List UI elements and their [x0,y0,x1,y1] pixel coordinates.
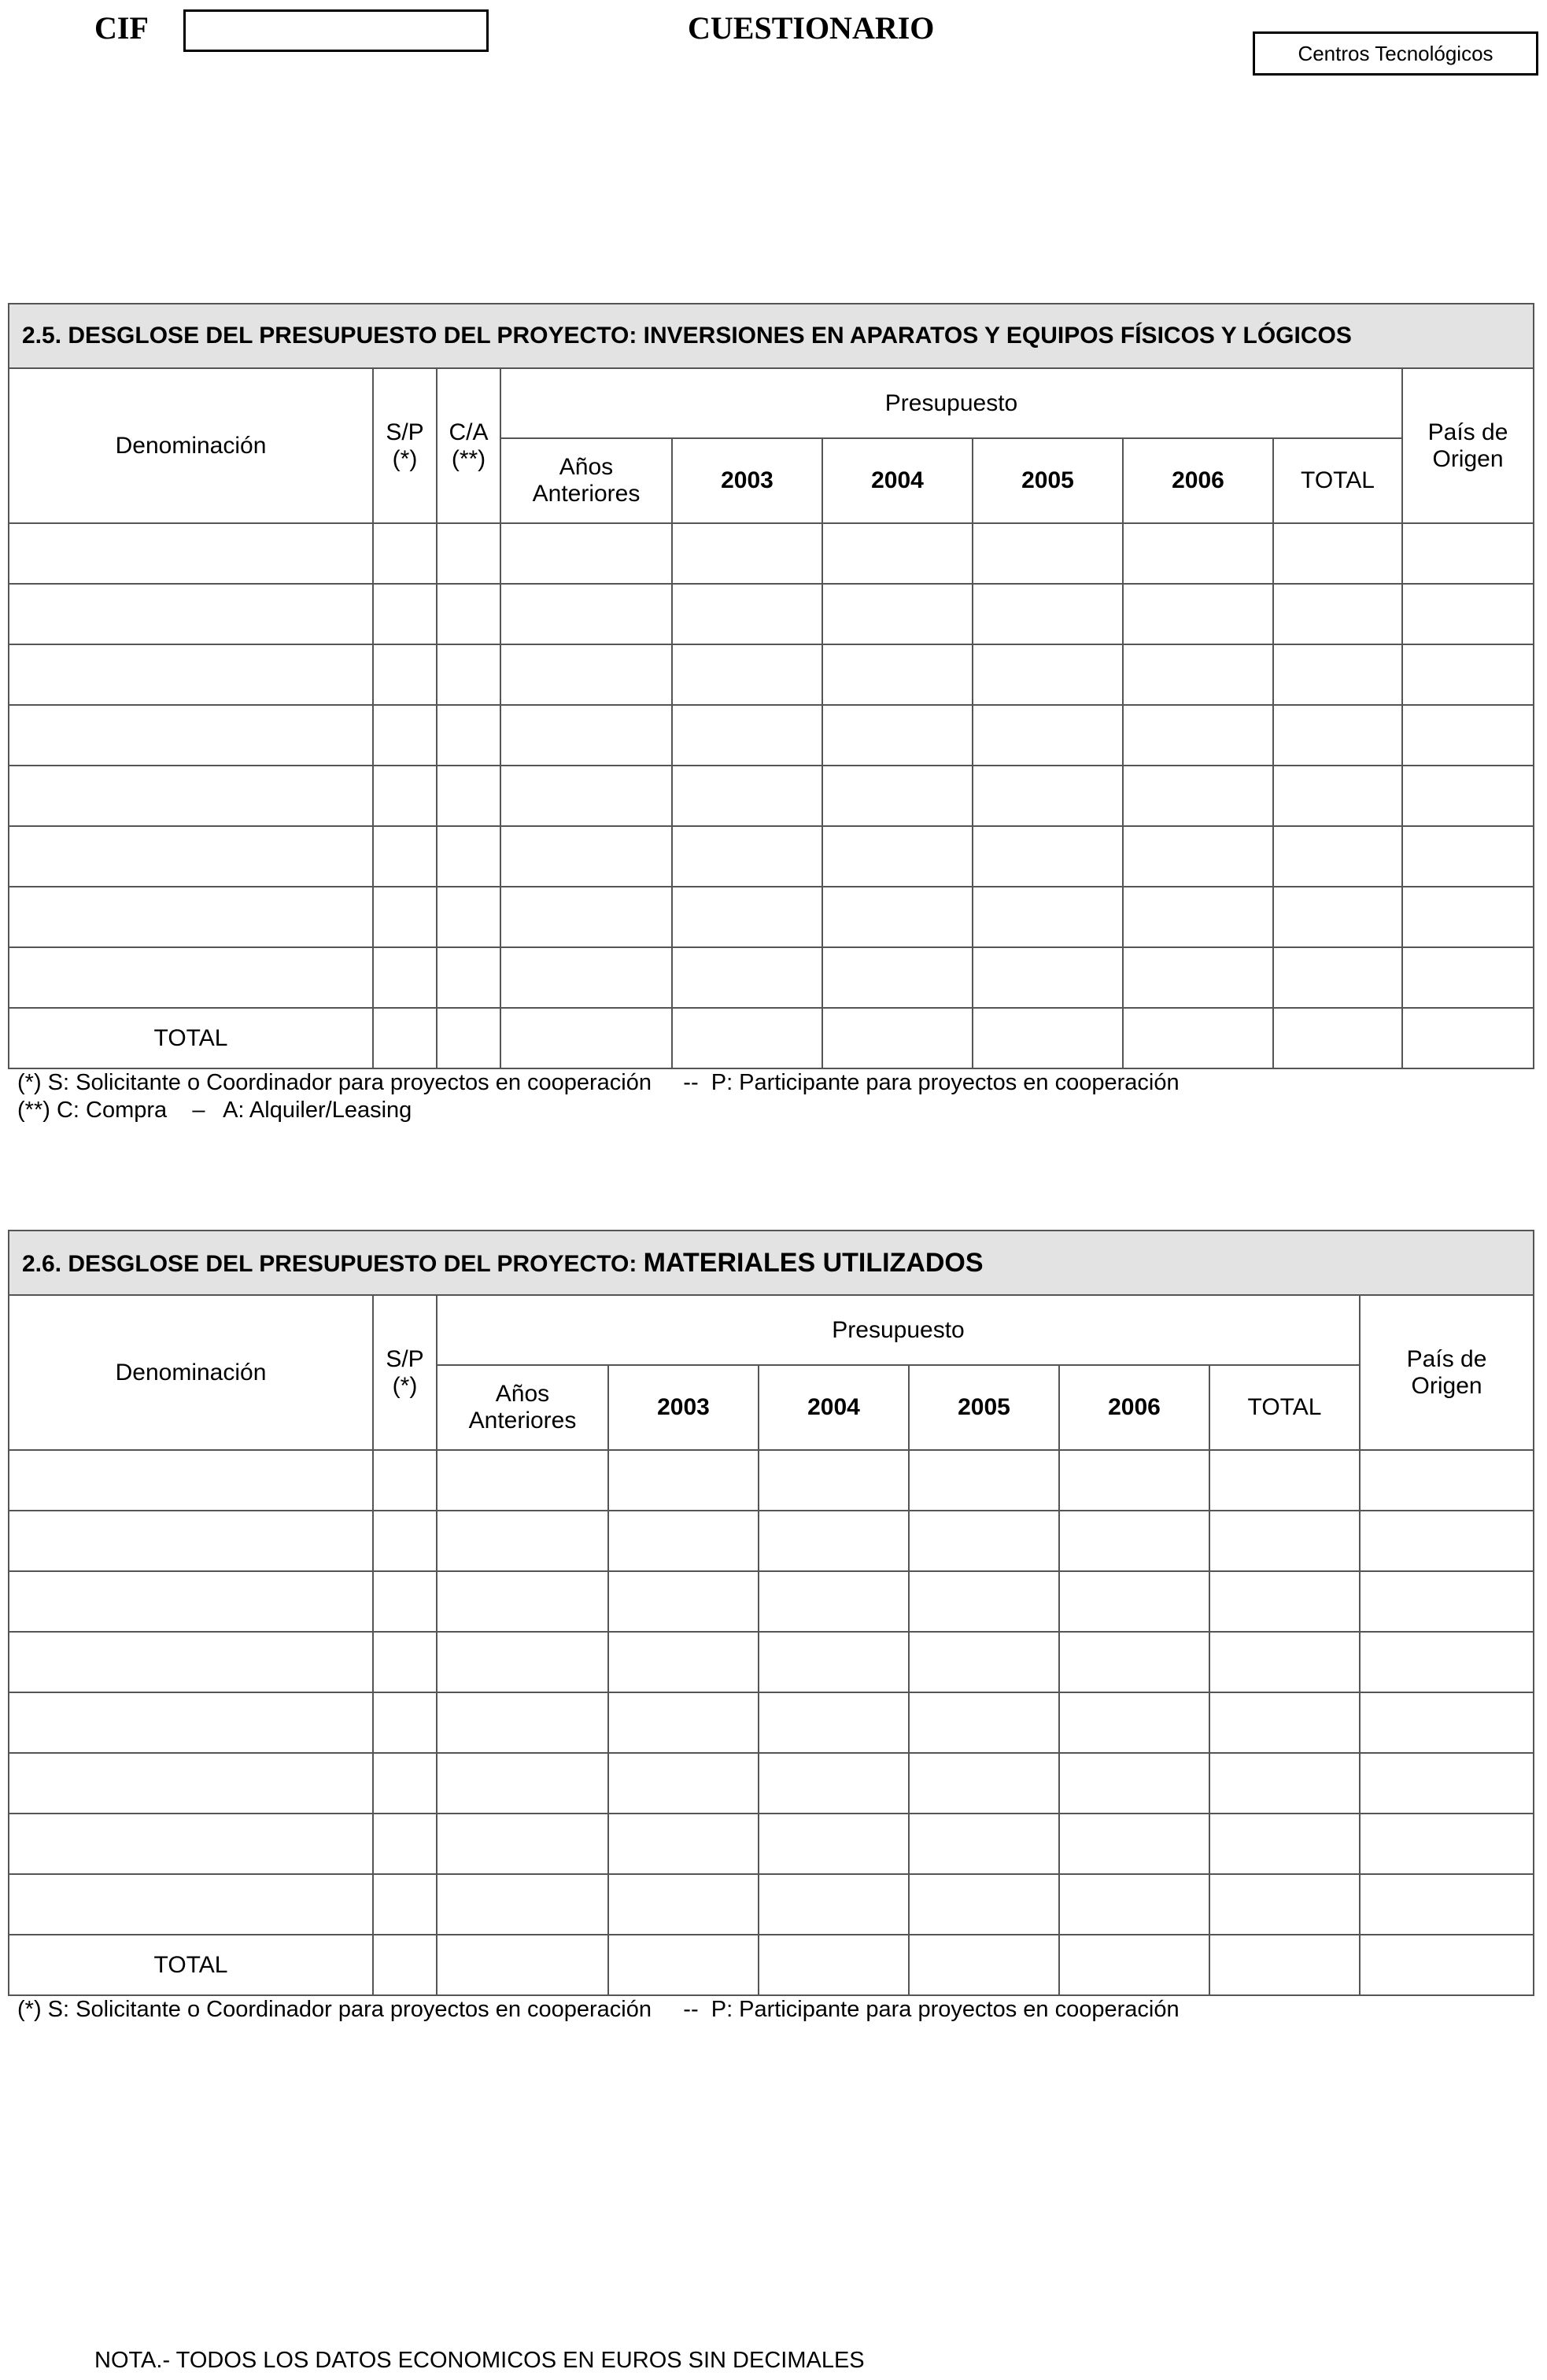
entry-cell[interactable] [1059,1511,1209,1571]
entry-cell[interactable] [1123,584,1273,644]
total-cell[interactable] [909,1935,1059,1995]
entry-cell[interactable] [672,584,822,644]
entry-cell[interactable] [1123,705,1273,766]
entry-cell[interactable] [759,1814,909,1874]
entry-cell[interactable] [1360,1753,1534,1814]
entry-cell[interactable] [500,766,672,826]
entry-cell[interactable] [373,1450,437,1511]
entry-cell[interactable] [1059,1814,1209,1874]
entry-cell[interactable] [973,887,1123,947]
entry-cell[interactable] [909,1874,1059,1935]
entry-cell[interactable] [909,1692,1059,1753]
entry-cell[interactable] [973,705,1123,766]
entry-cell[interactable] [973,644,1123,705]
entry-cell[interactable] [608,1632,759,1692]
total-cell[interactable] [973,1008,1123,1068]
total-cell[interactable] [822,1008,973,1068]
entry-cell[interactable] [973,826,1123,887]
entry-cell[interactable] [1273,826,1402,887]
entry-cell[interactable] [759,1450,909,1511]
entry-cell[interactable] [1123,523,1273,584]
entry-cell[interactable] [437,523,500,584]
entry-cell[interactable] [1123,826,1273,887]
entry-cell[interactable] [1209,1511,1360,1571]
entry-cell[interactable] [759,1874,909,1935]
total-cell[interactable] [437,1008,500,1068]
entry-cell[interactable] [973,947,1123,1008]
table-row [9,644,1534,705]
entry-cell[interactable] [1273,584,1402,644]
entry-cell[interactable] [909,1753,1059,1814]
entry-cell[interactable] [373,584,437,644]
entry-cell[interactable] [973,523,1123,584]
entry-cell[interactable] [373,1814,437,1874]
entry-cell[interactable] [1059,1692,1209,1753]
entry-cell[interactable] [1360,1450,1534,1511]
entry-cell[interactable] [9,766,373,826]
entry-cell[interactable] [500,584,672,644]
centros-tecnologicos-badge: Centros Tecnológicos [1253,31,1538,76]
entry-cell[interactable] [500,887,672,947]
entry-cell[interactable] [759,1753,909,1814]
entry-cell[interactable] [373,887,437,947]
entry-cell[interactable] [1059,1753,1209,1814]
entry-cell[interactable] [1402,644,1534,705]
entry-cell[interactable] [9,1450,373,1511]
table-row [9,826,1534,887]
entry-cell[interactable] [822,766,973,826]
entry-cell[interactable] [672,887,822,947]
entry-cell[interactable] [1209,1753,1360,1814]
entry-cell[interactable] [1209,1450,1360,1511]
entry-cell[interactable] [437,584,500,644]
entry-cell[interactable] [672,826,822,887]
total-cell[interactable] [373,1935,437,1995]
header-denominacion: Denominación [9,368,373,523]
entry-cell[interactable] [822,705,973,766]
entry-cell[interactable] [608,1571,759,1632]
entry-cell[interactable] [822,523,973,584]
header-total: TOTAL [1273,438,1402,523]
entry-cell[interactable] [437,1571,608,1632]
page-title: CUESTIONARIO [688,10,935,46]
entry-cell[interactable] [759,1571,909,1632]
entry-cell[interactable] [1209,1632,1360,1692]
entry-cell[interactable] [1059,1632,1209,1692]
header-2004: 2004 [822,438,973,523]
entry-cell[interactable] [437,1450,608,1511]
entry-cell[interactable] [437,644,500,705]
entry-cell[interactable] [822,584,973,644]
table-row [9,1814,1534,1874]
total-cell[interactable] [437,1935,608,1995]
entry-cell[interactable] [9,705,373,766]
entry-cell[interactable] [9,826,373,887]
total-cell[interactable] [759,1935,909,1995]
header-sp: S/P (*) [373,1295,437,1450]
entry-cell[interactable] [909,1511,1059,1571]
table-row [9,1692,1534,1753]
section-title-2-6: 2.6. DESGLOSE DEL PRESUPUESTO DEL PROYECTO: MATERIALES UTILIZADOS [9,1231,1534,1295]
table-row [9,1511,1534,1571]
entry-cell[interactable] [608,1511,759,1571]
entry-cell[interactable] [1273,644,1402,705]
total-cell[interactable] [672,1008,822,1068]
table-row [9,887,1534,947]
entry-cell[interactable] [500,644,672,705]
entry-cell[interactable] [1402,826,1534,887]
header-presupuesto: Presupuesto [500,368,1402,438]
header-2005: 2005 [973,438,1123,523]
header-2006: 2006 [1123,438,1273,523]
header-anos-anteriores: Años Anteriores [500,438,672,523]
entry-cell[interactable] [1360,1814,1534,1874]
entry-cell[interactable] [9,523,373,584]
entry-cell[interactable] [1360,1874,1534,1935]
entry-cell[interactable] [373,1874,437,1935]
total-cell[interactable] [1402,1008,1534,1068]
entry-cell[interactable] [1059,1874,1209,1935]
entry-cell[interactable] [373,1511,437,1571]
entry-cell[interactable] [1402,584,1534,644]
entry-cell[interactable] [373,766,437,826]
footer-note: NOTA.- TODOS LOS DATOS ECONOMICOS EN EUROS SIN DECIMALES [94,2348,865,2373]
table-row [9,1874,1534,1935]
footnote-sp: (*) S: Solicitante o Coordinador para proyectos en cooperación -- P: Participante para proyectos en cooperación [17,1070,1180,1095]
entry-cell[interactable] [1273,947,1402,1008]
total-cell[interactable] [608,1935,759,1995]
entry-cell[interactable] [1402,523,1534,584]
entry-cell[interactable] [9,1571,373,1632]
entry-cell[interactable] [909,1632,1059,1692]
entry-cell[interactable] [759,1511,909,1571]
table-row [9,947,1534,1008]
table-row [9,766,1534,826]
entry-cell[interactable] [822,887,973,947]
entry-cell[interactable] [1273,523,1402,584]
entry-cell[interactable] [373,523,437,584]
entry-cell[interactable] [1273,887,1402,947]
entry-cell[interactable] [672,705,822,766]
total-cell[interactable] [1123,1008,1273,1068]
entry-cell[interactable] [1059,1571,1209,1632]
entry-cell[interactable] [973,584,1123,644]
entry-cell[interactable] [9,644,373,705]
table-row [9,1450,1534,1511]
entry-cell[interactable] [672,947,822,1008]
entry-cell[interactable] [1273,766,1402,826]
entry-cell[interactable] [1123,644,1273,705]
entry-cell[interactable] [437,947,500,1008]
entry-cell[interactable] [608,1692,759,1753]
entry-cell[interactable] [9,1814,373,1874]
total-cell[interactable] [1209,1935,1360,1995]
header-ca: C/A (**) [437,368,500,523]
entry-cell[interactable] [822,947,973,1008]
entry-cell[interactable] [1123,766,1273,826]
entry-cell[interactable] [437,1814,608,1874]
entry-cell[interactable] [500,523,672,584]
entry-cell[interactable] [759,1692,909,1753]
entry-cell[interactable] [1360,1571,1534,1632]
entry-cell[interactable] [1209,1571,1360,1632]
table-row [9,705,1534,766]
entry-cell[interactable] [909,1450,1059,1511]
entry-cell[interactable] [437,1874,608,1935]
header-2003: 2003 [672,438,822,523]
entry-cell[interactable] [822,644,973,705]
entry-cell[interactable] [437,1753,608,1814]
total-row-label: TOTAL [9,1935,373,1995]
entry-cell[interactable] [373,1632,437,1692]
entry-cell[interactable] [1123,947,1273,1008]
entry-cell[interactable] [437,1692,608,1753]
cif-label: CIF [94,10,149,46]
entry-cell[interactable] [1209,1874,1360,1935]
entry-cell[interactable] [373,826,437,887]
entry-cell[interactable] [500,826,672,887]
total-cell[interactable] [500,1008,672,1068]
header-2003: 2003 [608,1365,759,1450]
entry-cell[interactable] [1209,1692,1360,1753]
entry-cell[interactable] [822,826,973,887]
table-row [9,584,1534,644]
entry-cell[interactable] [1123,887,1273,947]
entry-cell[interactable] [608,1874,759,1935]
footnote-sp-2: (*) S: Solicitante o Coordinador para proyectos en cooperación -- P: Participante para proyectos en cooperación [17,1997,1180,2022]
entry-cell[interactable] [1209,1814,1360,1874]
header-sp: S/P (*) [373,368,437,523]
entry-cell[interactable] [1059,1450,1209,1511]
header-total: TOTAL [1209,1365,1360,1450]
total-cell[interactable] [1360,1935,1534,1995]
entry-cell[interactable] [608,1753,759,1814]
header-anos-anteriores: Años Anteriores [437,1365,608,1450]
entry-cell[interactable] [672,523,822,584]
entry-cell[interactable] [9,1511,373,1571]
investment-budget-table [8,303,1534,1069]
entry-cell[interactable] [437,705,500,766]
entry-cell[interactable] [1402,705,1534,766]
entry-cell[interactable] [373,644,437,705]
header-pais-origen: País de Origen [1360,1295,1534,1450]
section-title-2-5: 2.5. DESGLOSE DEL PRESUPUESTO DEL PROYECTO: INVERSIONES EN APARATOS Y EQUIPOS FÍSICOS Y LÓGICOS [9,304,1534,368]
entry-cell[interactable] [1402,766,1534,826]
entry-cell[interactable] [672,766,822,826]
entry-cell[interactable] [437,1632,608,1692]
entry-cell[interactable] [9,1874,373,1935]
cif-input[interactable] [183,9,489,52]
entry-cell[interactable] [9,947,373,1008]
entry-cell[interactable] [1360,1632,1534,1692]
entry-cell[interactable] [437,1511,608,1571]
entry-cell[interactable] [437,766,500,826]
entry-cell[interactable] [373,1571,437,1632]
entry-cell[interactable] [9,584,373,644]
footnote-ca: (**) C: Compra – A: Alquiler/Leasing [17,1098,412,1123]
entry-cell[interactable] [373,1692,437,1753]
entry-cell[interactable] [1402,947,1534,1008]
entry-cell[interactable] [973,766,1123,826]
header-2004: 2004 [759,1365,909,1450]
entry-cell[interactable] [500,947,672,1008]
header-2006: 2006 [1059,1365,1209,1450]
entry-cell[interactable] [373,705,437,766]
entry-cell[interactable] [437,887,500,947]
entry-cell[interactable] [1360,1511,1534,1571]
header-2005: 2005 [909,1365,1059,1450]
entry-cell[interactable] [9,1692,373,1753]
entry-cell[interactable] [9,1632,373,1692]
entry-cell[interactable] [608,1814,759,1874]
header-pais-origen: País de Origen [1402,368,1534,523]
total-cell[interactable] [373,1008,437,1068]
total-cell[interactable] [1273,1008,1402,1068]
entry-cell[interactable] [9,887,373,947]
entry-cell[interactable] [909,1814,1059,1874]
table-row [9,1753,1534,1814]
materials-budget-table [8,1230,1534,1996]
entry-cell[interactable] [1360,1692,1534,1753]
entry-cell[interactable] [9,1753,373,1814]
entry-cell[interactable] [373,947,437,1008]
total-row-label: TOTAL [9,1008,373,1068]
table-row [9,1632,1534,1692]
entry-cell[interactable] [437,826,500,887]
header-presupuesto: Presupuesto [437,1295,1360,1365]
total-cell[interactable] [1059,1935,1209,1995]
table-row [9,523,1534,584]
entry-cell[interactable] [1402,887,1534,947]
entry-cell[interactable] [1273,705,1402,766]
entry-cell[interactable] [672,644,822,705]
table-row [9,1571,1534,1632]
entry-cell[interactable] [759,1632,909,1692]
entry-cell[interactable] [500,705,672,766]
entry-cell[interactable] [373,1753,437,1814]
entry-cell[interactable] [608,1450,759,1511]
header-denominacion: Denominación [9,1295,373,1450]
entry-cell[interactable] [909,1571,1059,1632]
